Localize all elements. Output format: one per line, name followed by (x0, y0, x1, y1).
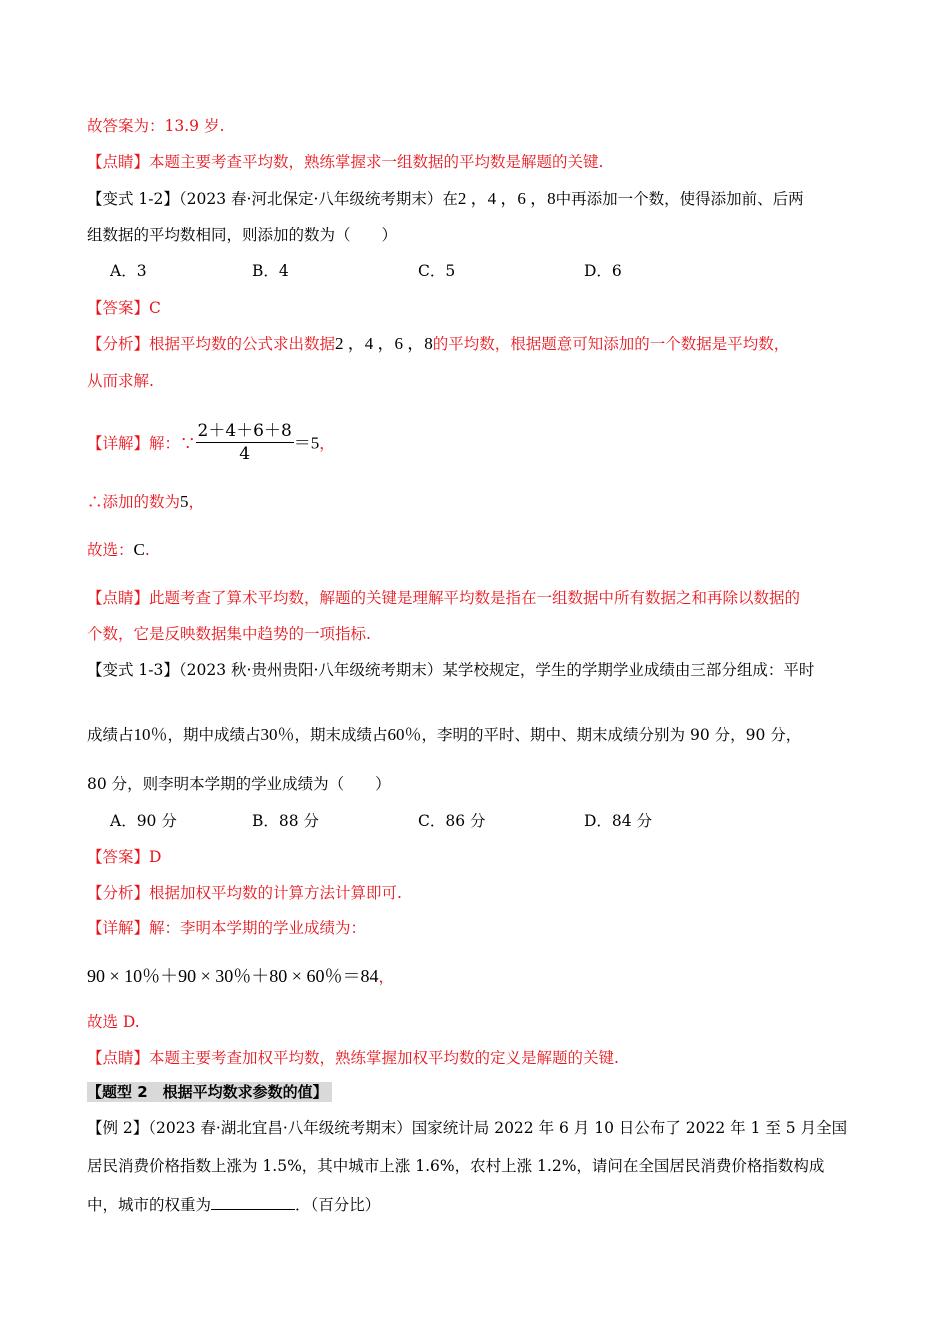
answer-label: 【答案】D (87, 848, 162, 866)
option-a: A．90 分 (110, 812, 177, 830)
question-1-3-line-1: 【变式 1-3】（2023 秋·贵州贵阳·八年级统考期末）某学校规定，学生的学期学业成绩由三部分组成：平时 (87, 661, 815, 679)
option-b: B．88 分 (252, 812, 320, 830)
example-2-line-1: 【例 2】（2023 春·湖北宜昌·八年级统考期末）国家统计局 2022 年 6 月 10 日公布了 2022 年 1 至 5 月全国 (87, 1119, 848, 1137)
detail-line: 【详解】解：李明本学期的学业成绩为： (87, 919, 367, 937)
remark-line: 【点睛】本题主要考查平均数，熟练掌握求一组数据的平均数是解题的关键. (87, 153, 604, 171)
question-1-3-line-3: 80 分，则李明本学期的学业成绩为（ ） (87, 775, 391, 793)
fraction-denominator: 4 (239, 444, 251, 464)
number-list: 2 ，4 ，6 ，8 (335, 334, 433, 353)
choose-line: 故选 D. (87, 1013, 140, 1031)
therefore-line: ∴添加的数为5， (87, 492, 205, 511)
section-heading: 【题型 2 根据平均数求参数的值】 (87, 1082, 332, 1102)
example-2-line-3: 中，城市的权重为 ．（百分比） (87, 1193, 380, 1216)
fraction-numerator: 2＋4＋6＋8 (197, 421, 292, 441)
option-d: D．84 分 (584, 812, 653, 830)
answer-blank[interactable] (211, 1193, 295, 1210)
number-list: 2 ，4 ，6 ，8 (457, 189, 556, 208)
option-c: C．86 分 (418, 812, 486, 830)
example-2-line-2: 居民消费价格指数上涨为 1.5%，其中城市上涨 1.6%，农村上涨 1.2%，请问在全国居民消费价格指数构成 (87, 1157, 825, 1175)
question-1-2-line-2: 组数据的平均数相同，则添加的数为（ ） (87, 226, 398, 244)
choose-line: 故选：C. (87, 540, 150, 559)
question-tag: 【变式 1-2】 (87, 190, 179, 208)
question-1-2-line-1: 【变式 1-2】（2023 春·河北保定·八年级统考期末）在2 ，4 ，6 ，8中再添加一个数，使得添加前、后两 (87, 189, 804, 208)
analysis-line-1: 【分析】根据平均数的公式求出数据2 ，4 ，6 ，8的平均数，根据题意可知添加的一个数据是平均数， (87, 334, 790, 353)
detail-formula-line: 【详解】解：∵ $\frac{2+4+6+8}{4}$ ＝5， (87, 421, 335, 464)
fraction (196, 421, 294, 464)
analysis-line-2: 从而求解. (87, 372, 154, 390)
option-a: A．3 (110, 262, 147, 280)
answer-conclusion-line: 故答案为：13.9 岁. (87, 117, 225, 135)
option-b: B．4 (252, 262, 289, 280)
formula-line: 90 × 10％＋90 × 30％＋80 × 60％＝84， (87, 966, 394, 986)
question-tag: 【变式 1-3】 (87, 661, 179, 679)
remark-line: 【点睛】本题主要考查加权平均数，熟练掌握加权平均数的定义是解题的关键. (87, 1049, 619, 1067)
option-d: D．6 (584, 262, 622, 280)
remark-line-1: 【点睛】此题考查了算术平均数，解题的关键是理解平均数是指在一组数据中所有数据之和再除以数据的 (87, 589, 801, 607)
weighted-average-formula: 90 × 10％＋90 × 30％＋80 × 60％＝84 (87, 966, 379, 986)
analysis-line: 【分析】根据加权平均数的计算方法计算即可. (87, 884, 402, 902)
answer-label: 【答案】C (87, 299, 161, 317)
example-tag: 【例 2】 (87, 1119, 149, 1137)
option-c: C．5 (418, 262, 456, 280)
fraction-result: ＝5 (293, 433, 320, 453)
question-1-3-line-2: 成绩占10％，期中成绩占30％，期末成绩占60％，李明的平时、期中、期末成绩分别为 90 分，90 分， (87, 725, 802, 744)
remark-line-2: 个数，它是反映数据集中趋势的一项指标. (87, 625, 371, 643)
